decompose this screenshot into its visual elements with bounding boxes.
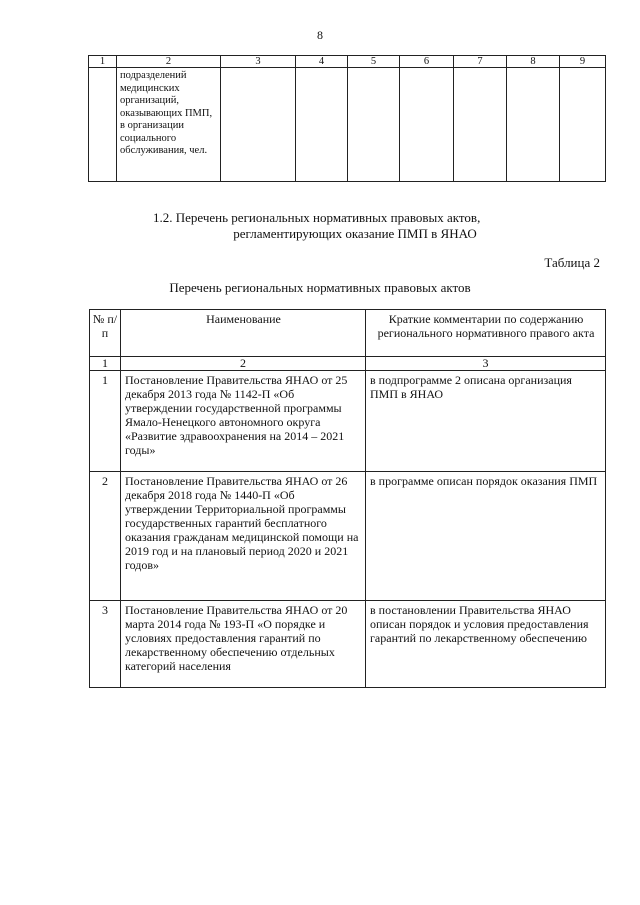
row-number: 3 [90,601,121,688]
table-cell [296,68,348,182]
header-name: Наименование [121,310,366,357]
header-num: № п/п [90,310,121,357]
section-heading-line2: регламентирующих оказание ПМП в ЯНАО [233,226,477,241]
table-row [90,601,606,688]
section-heading-line1: 1.2. Перечень региональных нормативных правовых актов, [153,210,481,225]
table-cell [507,68,560,182]
act-comment: в подпрограмме 2 описана организация ПМП в ЯНАО [366,371,606,472]
table-cell [89,68,117,182]
column-number: 9 [560,56,606,68]
column-number: 6 [400,56,454,68]
column-number: 5 [348,56,400,68]
table-row [89,68,606,182]
column-number-row [90,357,606,371]
table-cell [454,68,507,182]
table-cell [560,68,606,182]
page-number: 8 [317,28,323,42]
column-number: 1 [89,56,117,68]
column-number: 2 [121,357,366,371]
table-header-row [90,310,606,357]
column-number: 4 [296,56,348,68]
act-name: Постановление Правительства ЯНАО от 20 марта 2014 года № 193-П «О порядке и условиях предоставления гарантий по лекарственному обеспечению отдельных категорий населения [121,601,366,688]
act-name: Постановление Правительства ЯНАО от 26 декабря 2018 года № 1440-П «Об утверждении Территориальной программы государственных гарантий бесплатного оказания гражданам медицинской помощи на 2019 год и на плановый период 2020 и 2021 годов» [121,472,366,601]
row-number: 1 [90,371,121,472]
table-row [90,371,606,472]
continued-indicator-table [88,55,606,182]
section-heading [0,210,640,242]
act-comment: в постановлении Правительства ЯНАО описан порядок и условия предоставления гарантий по лекарственному обеспечению [366,601,606,688]
column-number-row [89,56,606,68]
table-label: Таблица 2 [544,255,600,270]
column-number: 2 [117,56,221,68]
header-comment: Краткие комментарии по содержанию регионального нормативного правого акта [366,310,606,357]
act-comment: в программе описан порядок оказания ПМП [366,472,606,601]
table-cell [348,68,400,182]
column-number: 7 [454,56,507,68]
act-name: Постановление Правительства ЯНАО от 25 декабря 2013 года № 1142-П «Об утверждении государственной программы Ямало-Ненецкого автономного округа «Развитие здравоохранения на 2014 – 2021 годы» [121,371,366,472]
regulatory-acts-table [89,309,606,688]
indicator-name-cell: подразделений медицинских организаций, оказывающих ПМП, в организации социального обслуживания, чел. [117,68,221,182]
row-number: 2 [90,472,121,601]
table-cell [400,68,454,182]
column-number: 3 [366,357,606,371]
table-title: Перечень региональных нормативных правовых актов [169,280,471,295]
column-number: 1 [90,357,121,371]
table-cell [221,68,296,182]
column-number: 3 [221,56,296,68]
column-number: 8 [507,56,560,68]
table-row [90,472,606,601]
